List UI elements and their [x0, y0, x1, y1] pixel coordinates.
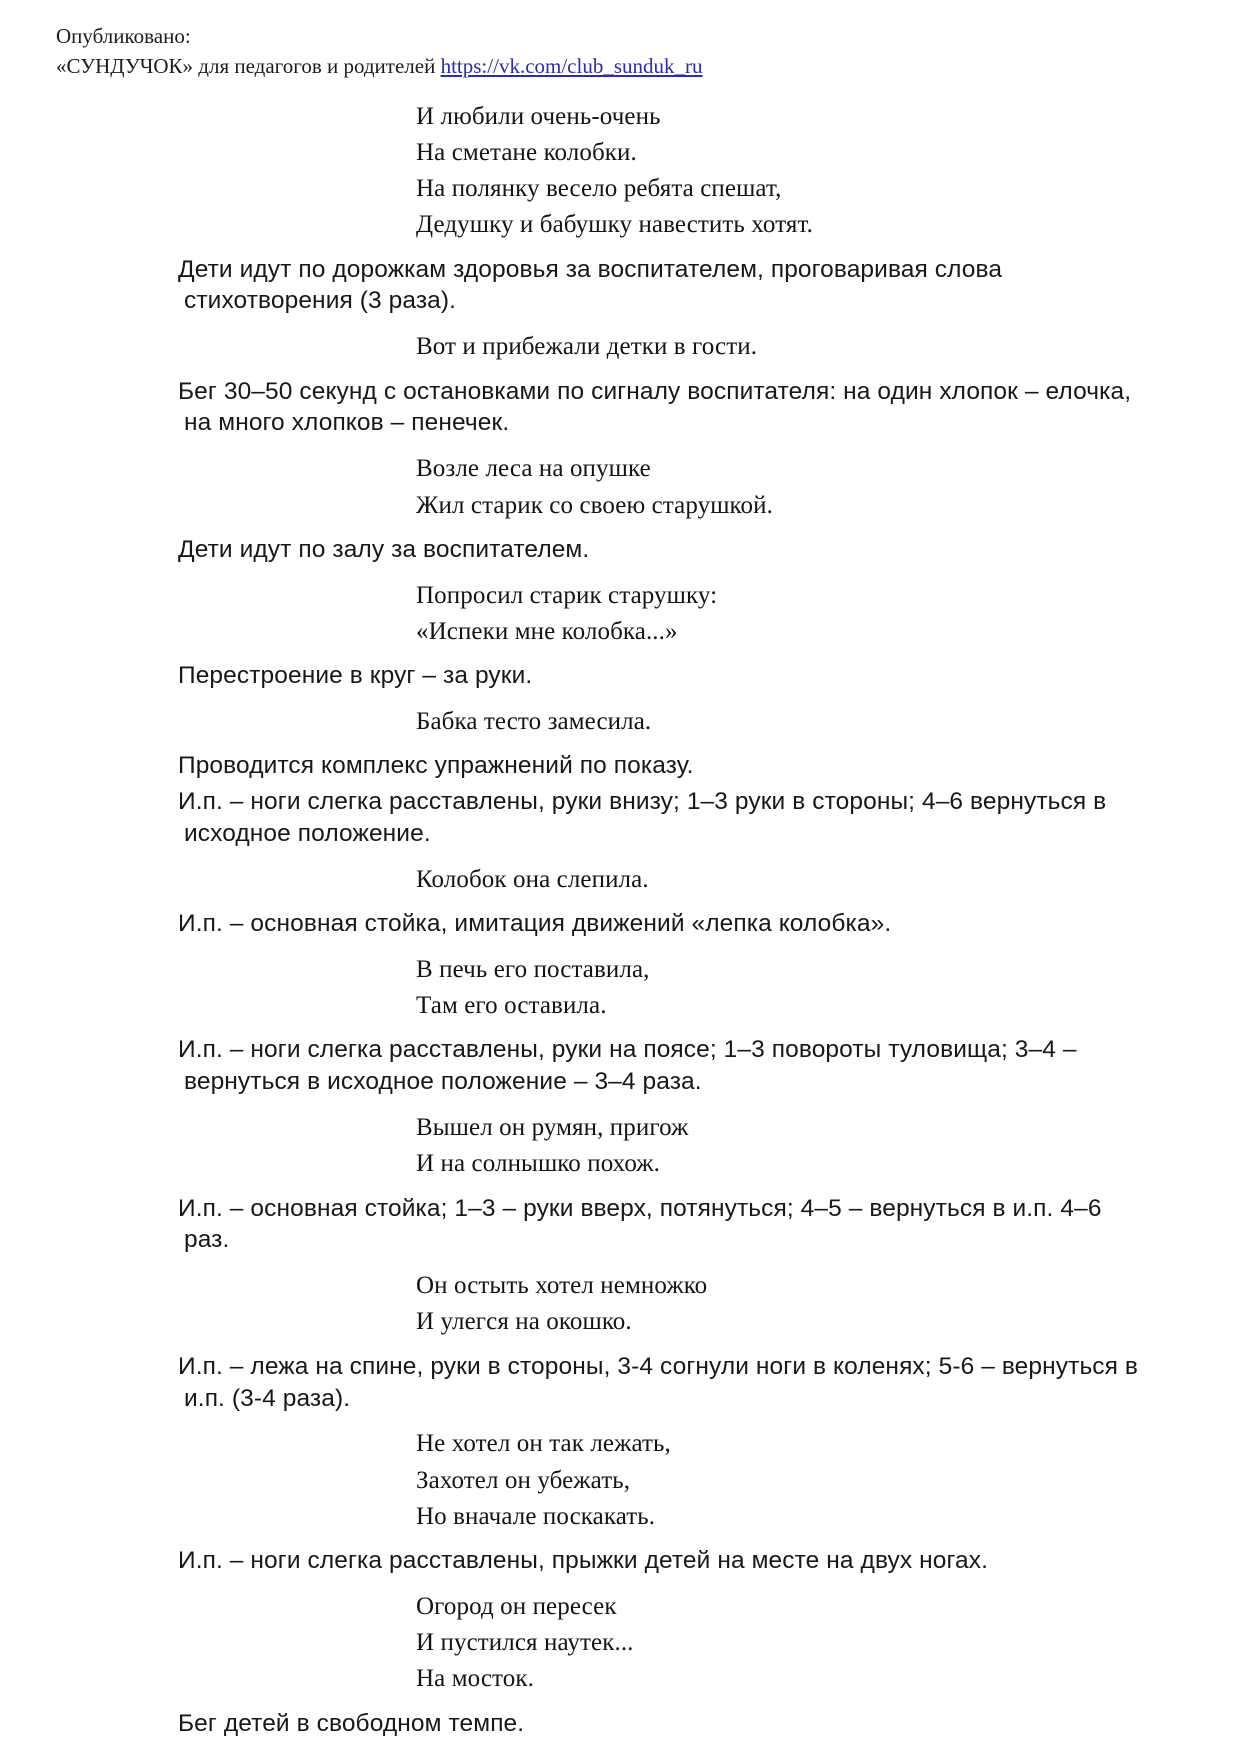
verse-line: Колобок она слепила. [416, 865, 649, 893]
verse-line: Бабка тесто замесила. [416, 707, 652, 735]
publication-source-text: «СУНДУЧОК» для педагогов и родителей [56, 53, 441, 78]
instruction-paragraph: И.п. – ноги слегка расставлены, прыжки детей на месте на двух ногах. [178, 1547, 988, 1575]
verse-line: Вышел он румян, пригож [416, 1114, 689, 1141]
instruction-paragraph: Бег 30–50 секунд с остановками по сигналу воспитателя: на один хлопок – елочка, на много хлопков – пенечек. [178, 377, 1132, 437]
paragraph-spacer [56, 443, 1162, 452]
verse-line: И на солнышко похож. [416, 1150, 661, 1178]
paragraph-spacer [56, 321, 1162, 330]
paragraph-spacer [56, 944, 1162, 953]
paragraph-spacer [56, 525, 1162, 534]
verse-line: Вот и прибежали детки в гости. [416, 333, 758, 361]
paragraph-spacer [56, 1581, 1162, 1590]
paragraph-spacer [56, 1536, 1162, 1545]
verse-line: Он остыть хотел немножко [416, 1272, 708, 1300]
instruction-paragraph: Дети идут по дорожкам здоровья за воспитателем, проговаривая слова стихотворения (3 раза). [178, 255, 1003, 315]
paragraph-spacer [56, 1184, 1162, 1193]
verse-line: И пустился наутек... [416, 1629, 634, 1657]
instruction-paragraph: И.п. – лежа на спине, руки в стороны, 3-4 согнули ноги в коленях; 5-6 – вернуться в и.п. (3-4 раза). [178, 1352, 1139, 1412]
verse-line: И улегся на окошко. [416, 1308, 632, 1336]
verse-line: На полянку весело ребята спешат, [416, 175, 782, 203]
instruction-paragraph: Перестроение в круг – за руки. [178, 662, 533, 690]
verse-line: Попросил старик старушку: [416, 581, 718, 609]
instruction-paragraph: Дети идут по залу за воспитателем. [178, 535, 590, 563]
instruction-paragraph: Бег детей в свободном темпе. [178, 1709, 525, 1737]
paragraph-spacer [56, 1699, 1162, 1708]
paragraph-spacer [56, 696, 1162, 705]
verse-line: Дедушку и бабушку навестить хотят. [416, 211, 813, 239]
paragraph-spacer [56, 651, 1162, 660]
paragraph-spacer [56, 1342, 1162, 1351]
verse-line: В печь его поставила, [416, 955, 650, 983]
verse-line: Там его оставила. [416, 992, 607, 1020]
document-body [56, 100, 1162, 1740]
verse-line: Не хотел он так лежать, [416, 1430, 671, 1458]
paragraph-spacer [56, 899, 1162, 908]
paragraph-spacer [56, 741, 1162, 750]
instruction-paragraph: И.п. – ноги слегка расставлены, руки на поясе; 1–3 повороты туловища; 3–4 – вернуться в исходное положение – 3–4 раза. [178, 1036, 1077, 1096]
paragraph-spacer [56, 1418, 1162, 1427]
instruction-paragraph: Проводится комплекс упражнений по показу. [178, 752, 694, 780]
publication-link[interactable]: https://vk.com/club_sunduk_ru [440, 53, 703, 78]
verse-line: Но вначале поскакать. [416, 1502, 656, 1530]
verse-line: И любили очень-очень [416, 102, 661, 130]
verse-line: «Испеки мне колобка...» [416, 617, 678, 645]
verse-line: Возле леса на опушке [416, 455, 651, 483]
paragraph-spacer [56, 854, 1162, 863]
paragraph-spacer [56, 1102, 1162, 1111]
paragraph-spacer [56, 570, 1162, 579]
verse-line: Жил старик со своею старушкой. [416, 491, 773, 519]
paragraph-spacer [56, 245, 1162, 254]
verse-line: Захотел он убежать, [416, 1466, 631, 1494]
verse-line: Огород он пересек [416, 1592, 617, 1620]
publication-header [56, 22, 1162, 82]
instruction-paragraph: И.п. – основная стойка; 1–3 – руки вверх, потянуться; 4–5 – вернуться в и.п. 4–6 раз. [178, 1194, 1102, 1254]
instruction-paragraph: И.п. – основная стойка, имитация движений «лепка колобка». [178, 909, 892, 937]
paragraph-spacer [56, 1260, 1162, 1269]
publication-source-line [56, 52, 1162, 82]
instruction-paragraph: И.п. – ноги слегка расставлены, руки внизу; 1–3 руки в стороны; 4–6 вернуться в исходное положение. [178, 788, 1107, 847]
paragraph-spacer [56, 1025, 1162, 1034]
verse-line: На мосток. [416, 1665, 534, 1693]
published-label: Опубликовано: [56, 24, 191, 48]
verse-line: На сметане колобки. [416, 138, 637, 166]
paragraph-spacer [56, 367, 1162, 376]
